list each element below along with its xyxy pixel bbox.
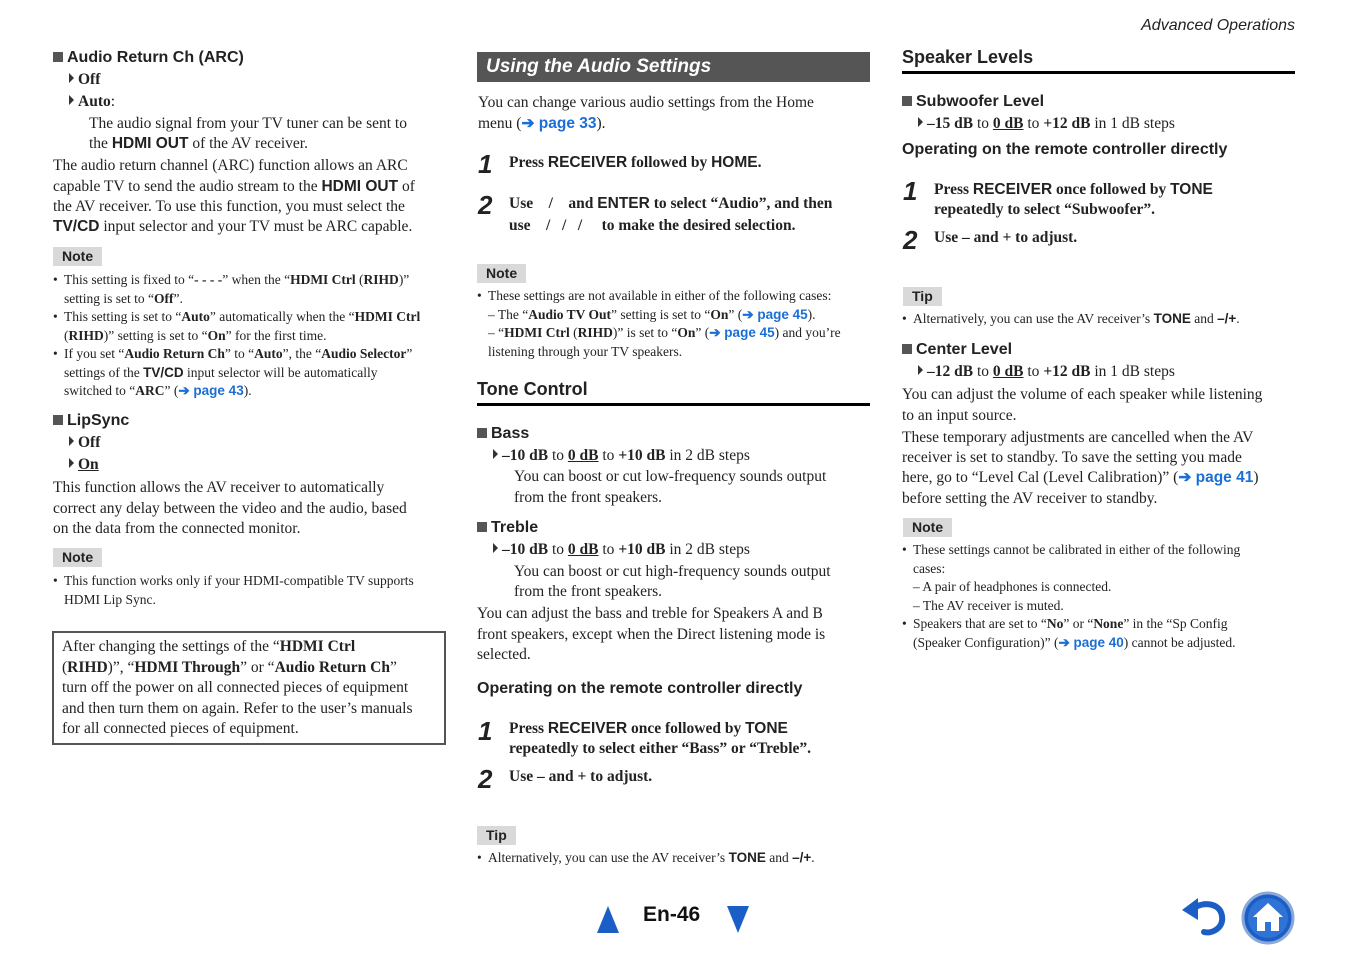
audio-settings-banner: Using the Audio Settings [477, 52, 870, 82]
tone-para-2: front speakers, except when the Direct listening mode is [477, 626, 826, 643]
notice-line-1: After changing the settings of the “HDMI Ctrl [62, 638, 356, 655]
treble-range: –10 dB to 0 dB to +10 dB in 2 dB steps [493, 540, 750, 561]
tone-para-1: You can adjust the bass and treble for Speakers A and B [477, 605, 823, 622]
arrow-right-icon [493, 449, 498, 459]
sub-step-1-line-1: Press RECEIVER once followed by TONE [934, 181, 1213, 198]
arrow-right-icon [69, 73, 74, 83]
back-icon[interactable] [1180, 896, 1230, 938]
lipsync-para-3: on the data from the connected monitor. [53, 520, 301, 537]
step-number: 1 [903, 176, 918, 206]
page-40-link[interactable]: ➔ page 40 [1058, 634, 1124, 650]
section-header: Advanced Operations [1141, 17, 1295, 34]
treble-desc-2: from the front speakers. [514, 583, 663, 600]
lipsync-option-off: Off [69, 433, 100, 454]
square-bullet-icon [53, 52, 63, 62]
bass-heading: Bass [477, 424, 529, 445]
tip-label: Tip [903, 287, 942, 306]
remote-step-2: Use – and + to adjust. [509, 768, 653, 785]
arrow-right-icon [918, 365, 923, 375]
power-cycle-notice [52, 631, 446, 745]
arc-para-3: the AV receiver. To use this function, you must select the [53, 198, 405, 215]
speaker-para-6: before setting the AV receiver to standby. [902, 490, 1158, 507]
arc-heading: Audio Return Ch (ARC) [53, 48, 244, 69]
note1-bullet-3: • If you set “Audio Return Ch” to “Auto”, the “Audio Selector” settings of the TV/CD input selector will be automatically switched to “ARC” (➔ page 43). [53, 345, 448, 401]
previous-page-icon[interactable] [597, 906, 619, 933]
col3-note-bullet-1: • These settings cannot be calibrated in either of the following cases: – A pair of headphones is connected. – The AV receiver is muted. [902, 541, 1297, 615]
step-2-text-1: Use / and ENTER to select “Audio”, and then [509, 195, 833, 212]
remote-step-1-line-1: Press RECEIVER once followed by TONE [509, 720, 788, 737]
note-label: Note [903, 518, 952, 537]
square-bullet-icon [902, 96, 912, 106]
col2-note-content [477, 287, 872, 361]
notice-line-2: (RIHD)”, “HDMI Through” or “Audio Return Ch” [62, 658, 397, 676]
page-45-link[interactable]: ➔ page 45 [709, 325, 775, 340]
subwoofer-heading: Subwoofer Level [902, 92, 1044, 113]
remote-heading: Operating on the remote controller directly [902, 141, 1228, 158]
center-heading: Center Level [902, 340, 1012, 361]
speaker-levels-title: Speaker Levels [902, 47, 1295, 74]
col3-note-content [902, 541, 1297, 652]
speaker-para-4: receiver is set to standby. To save the setting you made [902, 449, 1242, 466]
notice-line-5: for all connected pieces of equipment. [62, 720, 299, 737]
sub-step-1-line-2: repeatedly to select “Subwoofer”. [934, 201, 1155, 218]
bass-desc-1: You can boost or cut low-frequency sounds output [514, 468, 827, 485]
treble-heading: Treble [477, 518, 538, 539]
col2-tip-content [477, 849, 815, 868]
page-41-link[interactable]: ➔ page 41 [1178, 469, 1254, 486]
arc-option-auto: Auto: [69, 92, 115, 113]
col3-note-bullet-2: • Speakers that are set to “No” or “None” in the “Sp Config (Speaker Configuration)” (➔ page 40) cannot be adjusted. [902, 615, 1297, 652]
next-page-icon[interactable] [727, 906, 749, 933]
square-bullet-icon [477, 428, 487, 438]
arc-auto-desc-1: The audio signal from your TV tuner can be sent to [89, 115, 407, 132]
intro-line-2: menu (➔ page 33). [478, 115, 606, 132]
note-label: Note [53, 247, 102, 266]
lipsync-heading: LipSync [53, 411, 129, 432]
remote-heading: Operating on the remote controller directly [477, 680, 803, 697]
speaker-para-2: to an input source. [902, 407, 1017, 424]
step-number: 2 [478, 764, 493, 794]
step-number: 1 [478, 716, 493, 746]
page-navigation [597, 900, 757, 938]
speaker-para-3: These temporary adjustments are cancelled when the AV [902, 429, 1254, 446]
step-number: 1 [478, 149, 493, 179]
col3-tip-content [902, 310, 1240, 329]
center-range: –12 dB to 0 dB to +12 dB in 1 dB steps [918, 362, 1175, 383]
note1-bullet-1: • This setting is fixed to “- - - -” when the “HDMI Ctrl (RIHD)” setting is set to “Off”. [53, 271, 448, 308]
col2-note-bullet: • These settings are not available in either of the following cases: – The “Audio TV Out” setting is set to “On” (➔ page 45). – “HDMI Ctrl (RIHD)” is set to “On” (➔ page 45) and you’re listening through your TV speakers. [477, 287, 872, 361]
note1-content [53, 271, 448, 401]
bass-range: –10 dB to 0 dB to +10 dB in 2 dB steps [493, 446, 750, 467]
speaker-para-1: You can adjust the volume of each speaker while listening [902, 386, 1263, 403]
note2-content [53, 572, 414, 609]
speaker-para-5: here, go to “Level Cal (Level Calibration)” (➔ page 41) [902, 469, 1259, 486]
note-label: Note [477, 264, 526, 283]
notice-line-3: turn off the power on all connected pieces of equipment [62, 679, 409, 696]
arrow-right-icon [493, 543, 498, 553]
sub-step-2: Use – and + to adjust. [934, 229, 1078, 246]
square-bullet-icon [53, 415, 63, 425]
lipsync-para-1: This function allows the AV receiver to automatically [53, 479, 385, 496]
arrow-right-icon [69, 458, 74, 468]
col3-tip-bullet: • Alternatively, you can use the AV receiver’s TONE and –/+. [902, 310, 1240, 329]
subwoofer-range: –15 dB to 0 dB to +12 dB in 1 dB steps [918, 114, 1175, 135]
arc-para-4: TV/CD input selector and your TV must be ARC capable. [53, 218, 413, 235]
bass-desc-2: from the front speakers. [514, 489, 663, 506]
step-number: 2 [903, 225, 918, 255]
lipsync-option-on: On [69, 455, 99, 476]
arc-auto-desc-2: the HDMI OUT of the AV receiver. [89, 135, 308, 152]
lipsync-para-2: correct any delay between the video and the audio, based [53, 500, 407, 517]
note2-bullet: • This function works only if your HDMI-compatible TV supports HDMI Lip Sync. [53, 572, 414, 609]
col2-tip-bullet: • Alternatively, you can use the AV receiver’s TONE and –/+. [477, 849, 815, 868]
notice-line-4: and then turn them on again. Refer to the user’s manuals [62, 699, 413, 717]
arrow-right-icon [918, 117, 923, 127]
arrow-right-icon [69, 95, 74, 105]
arrow-right-icon [69, 436, 74, 446]
remote-step-1-line-2: repeatedly to select either “Bass” or “Treble”. [509, 740, 812, 757]
treble-desc-1: You can boost or cut high-frequency sounds output [514, 563, 831, 580]
page-45-link[interactable]: ➔ page 45 [742, 306, 808, 322]
note-label: Note [53, 548, 102, 567]
tone-para-3: selected. [477, 646, 531, 663]
arc-option-off: Off [69, 70, 100, 91]
tone-control-title: Tone Control [477, 379, 870, 406]
page-number: En-46 [643, 903, 701, 926]
arc-para-1: The audio return channel (ARC) function allows an ARC [53, 157, 408, 174]
page-33-link[interactable]: ➔ page 33 [521, 115, 597, 132]
step-number: 2 [478, 190, 493, 220]
step-2-text-2: use / / / to make the desired selection. [509, 217, 796, 234]
arc-para-2: capable TV to send the audio stream to the HDMI OUT of [53, 178, 415, 195]
page-43-link[interactable]: ➔ page 43 [178, 383, 244, 398]
square-bullet-icon [477, 522, 487, 532]
note1-bullet-2: • This setting is set to “Auto” automatically when the “HDMI Ctrl (RIHD)” setting is set to “On” for the first time. [53, 308, 448, 345]
intro-line-1: You can change various audio settings from the Home [478, 94, 814, 111]
home-icon[interactable] [1241, 891, 1295, 945]
step-1-text: Press RECEIVER followed by HOME. [509, 154, 762, 171]
tip-label: Tip [477, 826, 516, 845]
square-bullet-icon [902, 344, 912, 354]
